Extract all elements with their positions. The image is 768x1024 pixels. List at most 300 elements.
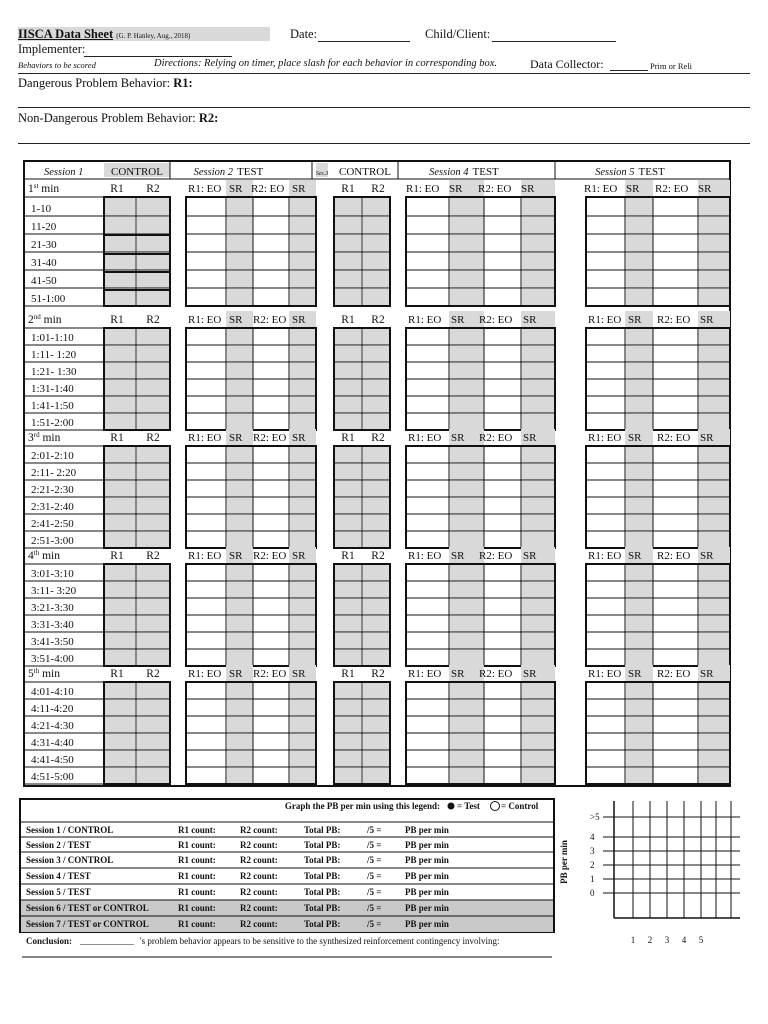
data-cell-s3-r2[interactable] <box>363 363 389 379</box>
data-cell-s3-r1[interactable] <box>335 481 361 497</box>
data-cell-sr[interactable] <box>290 734 316 750</box>
data-cell-sr[interactable] <box>290 447 316 463</box>
data-cell-sr[interactable] <box>522 198 555 216</box>
data-cell-sr[interactable] <box>522 565 555 581</box>
data-cell-sr[interactable] <box>522 447 555 463</box>
data-cell-s3-r2[interactable] <box>363 414 389 430</box>
data-cell-sr[interactable] <box>522 397 555 413</box>
data-cell-s1-r1[interactable] <box>105 271 135 288</box>
data-cell-sr[interactable] <box>699 363 730 379</box>
data-cell-s1-r1[interactable] <box>105 217 135 234</box>
data-cell-s1-r2[interactable] <box>137 414 169 430</box>
data-cell-s1-r1[interactable] <box>105 717 135 733</box>
data-cell-sr[interactable] <box>522 217 555 234</box>
data-cell-sr[interactable] <box>227 700 253 716</box>
data-cell-sr[interactable] <box>450 700 484 716</box>
data-cell-s1-r1[interactable] <box>105 198 135 216</box>
data-cell-sr[interactable] <box>626 235 653 252</box>
data-cell-s1-r2[interactable] <box>137 346 169 362</box>
data-cell-sr[interactable] <box>699 582 730 598</box>
data-cell-sr[interactable] <box>227 447 253 463</box>
data-cell-s3-r2[interactable] <box>363 235 389 252</box>
data-cell-sr[interactable] <box>626 532 653 548</box>
data-cell-sr[interactable] <box>522 380 555 396</box>
data-cell-sr[interactable] <box>699 616 730 632</box>
data-cell-sr[interactable] <box>522 751 555 767</box>
data-cell-sr[interactable] <box>699 397 730 413</box>
data-cell-s3-r1[interactable] <box>335 734 361 750</box>
data-cell-s1-r1[interactable] <box>105 768 135 784</box>
data-cell-sr[interactable] <box>522 582 555 598</box>
data-cell-s1-r1[interactable] <box>105 447 135 463</box>
data-cell-s1-r2[interactable] <box>137 380 169 396</box>
data-cell-sr[interactable] <box>626 447 653 463</box>
data-cell-sr[interactable] <box>450 464 484 480</box>
data-cell-sr[interactable] <box>290 565 316 581</box>
data-cell-s1-r2[interactable] <box>137 734 169 750</box>
data-cell-sr[interactable] <box>699 253 730 270</box>
data-cell-sr[interactable] <box>522 271 555 288</box>
data-cell-s1-r2[interactable] <box>137 447 169 463</box>
data-cell-sr[interactable] <box>522 768 555 784</box>
data-cell-s1-r2[interactable] <box>137 498 169 514</box>
data-cell-sr[interactable] <box>450 271 484 288</box>
data-cell-s3-r1[interactable] <box>335 464 361 480</box>
data-cell-s3-r2[interactable] <box>363 481 389 497</box>
data-cell-sr[interactable] <box>626 271 653 288</box>
data-cell-sr[interactable] <box>699 198 730 216</box>
data-cell-sr[interactable] <box>290 515 316 531</box>
data-cell-sr[interactable] <box>227 532 253 548</box>
data-cell-sr[interactable] <box>626 498 653 514</box>
data-cell-sr[interactable] <box>450 363 484 379</box>
data-cell-sr[interactable] <box>699 481 730 497</box>
data-cell-sr[interactable] <box>450 253 484 270</box>
data-cell-sr[interactable] <box>227 397 253 413</box>
data-cell-s3-r1[interactable] <box>335 346 361 362</box>
data-cell-s3-r1[interactable] <box>335 198 361 216</box>
data-cell-sr[interactable] <box>290 414 316 430</box>
data-cell-sr[interactable] <box>626 380 653 396</box>
data-cell-s1-r2[interactable] <box>137 289 169 306</box>
data-cell-sr[interactable] <box>626 734 653 750</box>
data-cell-s1-r2[interactable] <box>137 650 169 666</box>
data-cell-sr[interactable] <box>626 683 653 699</box>
data-cell-s3-r1[interactable] <box>335 414 361 430</box>
data-cell-sr[interactable] <box>450 481 484 497</box>
data-cell-s1-r2[interactable] <box>137 768 169 784</box>
data-cell-s3-r2[interactable] <box>363 447 389 463</box>
data-cell-sr[interactable] <box>522 363 555 379</box>
data-cell-sr[interactable] <box>699 289 730 306</box>
data-cell-sr[interactable] <box>522 235 555 252</box>
data-cell-s3-r1[interactable] <box>335 633 361 649</box>
data-cell-sr[interactable] <box>626 363 653 379</box>
data-cell-s1-r2[interactable] <box>137 633 169 649</box>
data-cell-sr[interactable] <box>522 289 555 306</box>
data-cell-sr[interactable] <box>522 734 555 750</box>
data-cell-sr[interactable] <box>450 616 484 632</box>
data-cell-sr[interactable] <box>699 650 730 666</box>
data-cell-sr[interactable] <box>522 650 555 666</box>
data-cell-sr[interactable] <box>290 700 316 716</box>
data-cell-s1-r1[interactable] <box>105 532 135 548</box>
data-cell-s1-r1[interactable] <box>105 380 135 396</box>
data-cell-sr[interactable] <box>290 650 316 666</box>
data-cell-s1-r1[interactable] <box>105 582 135 598</box>
data-cell-sr[interactable] <box>450 650 484 666</box>
data-cell-sr[interactable] <box>227 498 253 514</box>
data-cell-s1-r2[interactable] <box>137 253 169 270</box>
data-cell-s1-r2[interactable] <box>137 481 169 497</box>
data-cell-s1-r1[interactable] <box>105 599 135 615</box>
data-cell-s1-r1[interactable] <box>105 397 135 413</box>
data-cell-s1-r2[interactable] <box>137 751 169 767</box>
data-cell-s3-r2[interactable] <box>363 380 389 396</box>
data-cell-s1-r2[interactable] <box>137 683 169 699</box>
data-cell-s3-r2[interactable] <box>363 464 389 480</box>
data-cell-sr[interactable] <box>290 464 316 480</box>
data-cell-s1-r1[interactable] <box>105 650 135 666</box>
data-cell-sr[interactable] <box>626 397 653 413</box>
data-cell-sr[interactable] <box>626 751 653 767</box>
data-cell-s1-r1[interactable] <box>105 363 135 379</box>
data-cell-s3-r2[interactable] <box>363 532 389 548</box>
data-cell-sr[interactable] <box>699 235 730 252</box>
data-cell-sr[interactable] <box>699 464 730 480</box>
data-cell-s3-r1[interactable] <box>335 271 361 288</box>
data-cell-s3-r1[interactable] <box>335 650 361 666</box>
data-cell-s3-r2[interactable] <box>363 633 389 649</box>
data-cell-sr[interactable] <box>290 751 316 767</box>
data-cell-sr[interactable] <box>626 198 653 216</box>
data-cell-sr[interactable] <box>699 768 730 784</box>
data-cell-sr[interactable] <box>227 198 253 216</box>
data-cell-sr[interactable] <box>290 329 316 345</box>
data-cell-s1-r1[interactable] <box>105 616 135 632</box>
data-cell-s3-r1[interactable] <box>335 397 361 413</box>
data-cell-sr[interactable] <box>522 346 555 362</box>
data-cell-s1-r2[interactable] <box>137 217 169 234</box>
data-cell-sr[interactable] <box>290 198 316 216</box>
data-cell-sr[interactable] <box>699 565 730 581</box>
data-cell-sr[interactable] <box>522 498 555 514</box>
data-cell-sr[interactable] <box>699 217 730 234</box>
data-cell-s3-r2[interactable] <box>363 700 389 716</box>
data-cell-sr[interactable] <box>227 346 253 362</box>
data-cell-s3-r2[interactable] <box>363 616 389 632</box>
data-cell-s1-r1[interactable] <box>105 565 135 581</box>
data-cell-sr[interactable] <box>290 717 316 733</box>
data-cell-s1-r1[interactable] <box>105 633 135 649</box>
data-cell-s3-r1[interactable] <box>335 363 361 379</box>
data-cell-sr[interactable] <box>227 329 253 345</box>
data-cell-sr[interactable] <box>290 532 316 548</box>
data-cell-sr[interactable] <box>227 768 253 784</box>
data-cell-sr[interactable] <box>227 650 253 666</box>
data-cell-sr[interactable] <box>450 734 484 750</box>
data-cell-sr[interactable] <box>626 700 653 716</box>
data-cell-s3-r1[interactable] <box>335 683 361 699</box>
data-cell-s3-r1[interactable] <box>335 380 361 396</box>
data-cell-s3-r1[interactable] <box>335 717 361 733</box>
data-cell-sr[interactable] <box>290 363 316 379</box>
data-cell-s1-r2[interactable] <box>137 717 169 733</box>
data-cell-s1-r2[interactable] <box>137 397 169 413</box>
data-cell-sr[interactable] <box>450 683 484 699</box>
data-cell-s1-r2[interactable] <box>137 616 169 632</box>
data-cell-sr[interactable] <box>450 235 484 252</box>
data-cell-sr[interactable] <box>290 217 316 234</box>
data-cell-s1-r2[interactable] <box>137 700 169 716</box>
data-cell-sr[interactable] <box>626 481 653 497</box>
data-cell-sr[interactable] <box>290 235 316 252</box>
data-cell-s1-r1[interactable] <box>105 464 135 480</box>
data-cell-sr[interactable] <box>522 633 555 649</box>
data-cell-sr[interactable] <box>522 464 555 480</box>
data-cell-sr[interactable] <box>450 751 484 767</box>
data-cell-s1-r2[interactable] <box>137 464 169 480</box>
data-cell-sr[interactable] <box>699 717 730 733</box>
data-cell-s1-r1[interactable] <box>105 253 135 270</box>
data-cell-sr[interactable] <box>227 481 253 497</box>
data-cell-sr[interactable] <box>699 447 730 463</box>
data-cell-s3-r1[interactable] <box>335 616 361 632</box>
data-cell-sr[interactable] <box>522 532 555 548</box>
data-cell-sr[interactable] <box>227 599 253 615</box>
data-cell-s3-r2[interactable] <box>363 217 389 234</box>
data-cell-s1-r1[interactable] <box>105 734 135 750</box>
data-cell-sr[interactable] <box>626 633 653 649</box>
data-cell-s1-r2[interactable] <box>137 565 169 581</box>
data-cell-sr[interactable] <box>522 329 555 345</box>
data-cell-sr[interactable] <box>626 217 653 234</box>
data-cell-s1-r1[interactable] <box>105 481 135 497</box>
data-cell-sr[interactable] <box>699 329 730 345</box>
data-cell-sr[interactable] <box>450 599 484 615</box>
data-cell-sr[interactable] <box>626 768 653 784</box>
data-cell-sr[interactable] <box>227 683 253 699</box>
data-cell-sr[interactable] <box>227 235 253 252</box>
data-cell-s1-r1[interactable] <box>105 515 135 531</box>
data-cell-sr[interactable] <box>699 346 730 362</box>
data-cell-s1-r1[interactable] <box>105 414 135 430</box>
data-cell-sr[interactable] <box>699 700 730 716</box>
data-cell-sr[interactable] <box>699 498 730 514</box>
data-cell-s3-r2[interactable] <box>363 565 389 581</box>
data-cell-sr[interactable] <box>699 380 730 396</box>
data-cell-sr[interactable] <box>626 253 653 270</box>
data-cell-s3-r2[interactable] <box>363 498 389 514</box>
data-cell-sr[interactable] <box>450 565 484 581</box>
data-cell-sr[interactable] <box>522 700 555 716</box>
data-cell-sr[interactable] <box>699 751 730 767</box>
data-cell-s3-r1[interactable] <box>335 329 361 345</box>
data-cell-sr[interactable] <box>522 683 555 699</box>
data-cell-sr[interactable] <box>227 464 253 480</box>
data-cell-s3-r2[interactable] <box>363 751 389 767</box>
data-cell-sr[interactable] <box>290 380 316 396</box>
data-cell-s1-r1[interactable] <box>105 289 135 306</box>
data-cell-sr[interactable] <box>626 717 653 733</box>
data-cell-sr[interactable] <box>450 532 484 548</box>
data-cell-sr[interactable] <box>227 633 253 649</box>
data-cell-s3-r1[interactable] <box>335 235 361 252</box>
data-cell-s3-r1[interactable] <box>335 599 361 615</box>
data-cell-sr[interactable] <box>699 683 730 699</box>
data-cell-sr[interactable] <box>522 253 555 270</box>
data-cell-sr[interactable] <box>227 253 253 270</box>
data-cell-sr[interactable] <box>522 481 555 497</box>
data-cell-sr[interactable] <box>290 481 316 497</box>
data-cell-s3-r1[interactable] <box>335 700 361 716</box>
data-cell-sr[interactable] <box>227 616 253 632</box>
data-cell-sr[interactable] <box>290 253 316 270</box>
data-cell-sr[interactable] <box>227 380 253 396</box>
data-cell-sr[interactable] <box>290 289 316 306</box>
data-cell-sr[interactable] <box>626 515 653 531</box>
data-cell-sr[interactable] <box>290 683 316 699</box>
data-cell-sr[interactable] <box>450 397 484 413</box>
data-cell-s3-r1[interactable] <box>335 253 361 270</box>
data-cell-s3-r2[interactable] <box>363 198 389 216</box>
data-cell-s1-r2[interactable] <box>137 235 169 252</box>
data-cell-s1-r1[interactable] <box>105 346 135 362</box>
data-cell-s3-r2[interactable] <box>363 253 389 270</box>
data-cell-sr[interactable] <box>290 768 316 784</box>
data-cell-sr[interactable] <box>227 289 253 306</box>
data-cell-s3-r1[interactable] <box>335 498 361 514</box>
data-cell-sr[interactable] <box>450 498 484 514</box>
data-cell-sr[interactable] <box>522 414 555 430</box>
data-cell-sr[interactable] <box>227 565 253 581</box>
data-cell-sr[interactable] <box>450 447 484 463</box>
data-cell-sr[interactable] <box>290 397 316 413</box>
data-cell-s1-r2[interactable] <box>137 532 169 548</box>
data-cell-s1-r2[interactable] <box>137 198 169 216</box>
data-cell-sr[interactable] <box>626 329 653 345</box>
data-cell-sr[interactable] <box>450 515 484 531</box>
data-cell-sr[interactable] <box>450 198 484 216</box>
data-cell-s1-r2[interactable] <box>137 582 169 598</box>
data-cell-sr[interactable] <box>290 616 316 632</box>
data-cell-sr[interactable] <box>522 616 555 632</box>
data-cell-s3-r1[interactable] <box>335 565 361 581</box>
data-cell-s1-r1[interactable] <box>105 498 135 514</box>
data-cell-s1-r1[interactable] <box>105 700 135 716</box>
data-cell-s1-r1[interactable] <box>105 751 135 767</box>
data-cell-sr[interactable] <box>227 414 253 430</box>
data-cell-sr[interactable] <box>522 515 555 531</box>
data-cell-s3-r1[interactable] <box>335 515 361 531</box>
data-cell-sr[interactable] <box>626 464 653 480</box>
data-cell-s3-r1[interactable] <box>335 289 361 306</box>
data-cell-s3-r1[interactable] <box>335 582 361 598</box>
data-cell-s1-r1[interactable] <box>105 235 135 252</box>
data-cell-sr[interactable] <box>699 532 730 548</box>
data-cell-s1-r2[interactable] <box>137 363 169 379</box>
data-cell-sr[interactable] <box>290 633 316 649</box>
data-cell-s3-r2[interactable] <box>363 734 389 750</box>
data-cell-sr[interactable] <box>227 515 253 531</box>
data-cell-s1-r2[interactable] <box>137 271 169 288</box>
data-cell-sr[interactable] <box>450 633 484 649</box>
data-cell-s3-r1[interactable] <box>335 768 361 784</box>
data-cell-sr[interactable] <box>450 414 484 430</box>
data-cell-sr[interactable] <box>626 414 653 430</box>
data-cell-sr[interactable] <box>626 582 653 598</box>
data-cell-sr[interactable] <box>227 717 253 733</box>
data-cell-sr[interactable] <box>450 717 484 733</box>
data-cell-s3-r1[interactable] <box>335 751 361 767</box>
data-cell-sr[interactable] <box>227 582 253 598</box>
data-cell-s3-r2[interactable] <box>363 515 389 531</box>
data-cell-s1-r1[interactable] <box>105 683 135 699</box>
data-cell-sr[interactable] <box>626 599 653 615</box>
data-cell-s3-r2[interactable] <box>363 397 389 413</box>
data-cell-sr[interactable] <box>626 346 653 362</box>
data-cell-sr[interactable] <box>522 717 555 733</box>
data-cell-s3-r2[interactable] <box>363 683 389 699</box>
data-cell-sr[interactable] <box>227 363 253 379</box>
data-cell-sr[interactable] <box>450 582 484 598</box>
data-cell-sr[interactable] <box>699 414 730 430</box>
data-cell-sr[interactable] <box>227 271 253 288</box>
data-cell-s3-r1[interactable] <box>335 447 361 463</box>
data-cell-sr[interactable] <box>290 346 316 362</box>
data-cell-sr[interactable] <box>699 734 730 750</box>
data-cell-sr[interactable] <box>626 616 653 632</box>
data-cell-s3-r1[interactable] <box>335 532 361 548</box>
data-cell-sr[interactable] <box>227 217 253 234</box>
data-cell-sr[interactable] <box>699 633 730 649</box>
data-cell-sr[interactable] <box>450 768 484 784</box>
data-cell-s3-r2[interactable] <box>363 346 389 362</box>
data-cell-s3-r2[interactable] <box>363 599 389 615</box>
data-cell-sr[interactable] <box>450 217 484 234</box>
data-cell-sr[interactable] <box>450 380 484 396</box>
data-cell-sr[interactable] <box>290 271 316 288</box>
data-cell-sr[interactable] <box>699 599 730 615</box>
data-cell-sr[interactable] <box>290 498 316 514</box>
data-cell-sr[interactable] <box>227 734 253 750</box>
data-cell-s1-r2[interactable] <box>137 515 169 531</box>
data-cell-sr[interactable] <box>626 650 653 666</box>
data-cell-sr[interactable] <box>450 329 484 345</box>
data-cell-sr[interactable] <box>699 515 730 531</box>
data-cell-s1-r2[interactable] <box>137 329 169 345</box>
data-cell-s3-r1[interactable] <box>335 217 361 234</box>
data-cell-s3-r2[interactable] <box>363 650 389 666</box>
data-cell-s3-r2[interactable] <box>363 289 389 306</box>
data-cell-s3-r2[interactable] <box>363 582 389 598</box>
data-cell-sr[interactable] <box>290 582 316 598</box>
data-cell-s3-r2[interactable] <box>363 717 389 733</box>
data-cell-sr[interactable] <box>522 599 555 615</box>
data-cell-sr[interactable] <box>450 346 484 362</box>
data-cell-s1-r1[interactable] <box>105 329 135 345</box>
data-cell-s3-r2[interactable] <box>363 329 389 345</box>
data-cell-s1-r2[interactable] <box>137 599 169 615</box>
data-cell-sr[interactable] <box>626 565 653 581</box>
data-cell-sr[interactable] <box>626 289 653 306</box>
data-cell-s3-r2[interactable] <box>363 768 389 784</box>
data-cell-s3-r2[interactable] <box>363 271 389 288</box>
data-cell-sr[interactable] <box>290 599 316 615</box>
data-cell-sr[interactable] <box>227 751 253 767</box>
data-cell-sr[interactable] <box>450 289 484 306</box>
data-cell-sr[interactable] <box>699 271 730 288</box>
